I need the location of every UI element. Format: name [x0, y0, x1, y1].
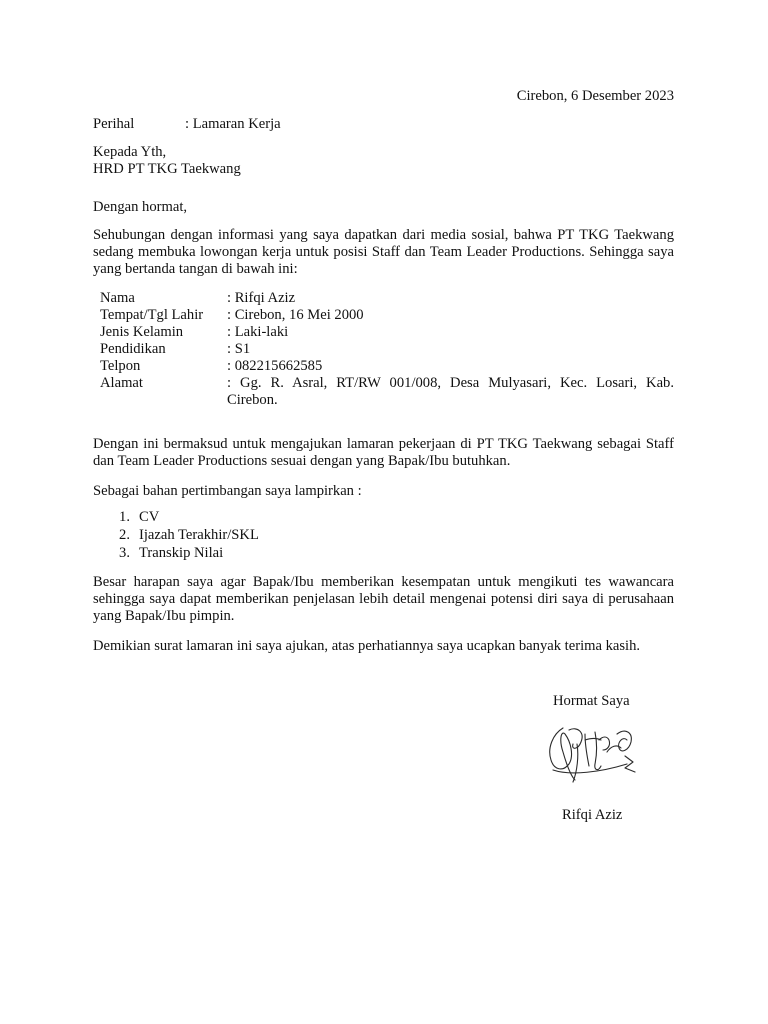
detail-row: [100, 290, 674, 307]
recipient-block: [93, 144, 241, 178]
detail-row: [100, 324, 674, 341]
list-text: Ijazah Terakhir/SKL: [139, 527, 259, 543]
list-text: CV: [139, 509, 160, 525]
list-number: 2.: [119, 527, 130, 543]
list-number: 1.: [119, 509, 130, 525]
detail-row: [100, 307, 674, 324]
detail-value: : Rifqi Aziz: [227, 290, 296, 306]
detail-label: Pendidikan: [100, 341, 166, 357]
hope-paragraph: Besar harapan saya agar Bapak/Ibu memberikan kesempatan untuk mengikuti tes wawancara sehingga saya dapat memberikan penjelasan lebih detail mengenai potensi diri saya di perusahaan yang Bapak/Ibu pimpin.: [93, 574, 674, 624]
detail-value: : Laki-laki: [227, 324, 289, 340]
detail-label: Tempat/Tgl Lahir: [100, 307, 204, 323]
detail-label: Alamat: [100, 375, 143, 391]
closing-paragraph: Demikian surat lamaran ini saya ajukan, atas perhatiannya saya ucapkan banyak terima kasih.: [93, 638, 641, 654]
attachments-intro: Sebagai bahan pertimbangan saya lampirkan :: [93, 483, 362, 499]
intro-paragraph: Sehubungan dengan informasi yang saya dapatkan dari media sosial, bahwa PT TKG Taekwang sedang membuka lowongan kerja untuk posisi Staff dan Team Leader Productions. Sehingga saya yang bertanda tangan di bawah ini:: [93, 227, 674, 277]
detail-label: Nama: [100, 290, 135, 306]
detail-value: : Cirebon, 16 Mei 2000: [227, 307, 364, 323]
letter-page: [93, 0, 674, 1024]
purpose-paragraph: Dengan ini bermaksud untuk mengajukan lamaran pekerjaan di PT TKG Taekwang sebagai Staff dan Team Leader Productions sesuai dengan yang Bapak/Ibu butuhkan.: [93, 436, 674, 469]
detail-label: Telpon: [100, 358, 141, 374]
signature-image: [541, 710, 651, 805]
detail-row: [100, 341, 674, 358]
detail-value: : 082215662585: [227, 358, 323, 374]
list-text: Transkip Nilai: [139, 545, 224, 561]
detail-label: Jenis Kelamin: [100, 324, 184, 340]
subject-line: [93, 116, 281, 133]
greeting: Dengan hormat,: [93, 199, 188, 215]
list-item: [93, 509, 259, 527]
detail-row: [100, 358, 674, 375]
recipient-salutation: Kepada Yth,: [93, 144, 167, 160]
recipient-name: HRD PT TKG Taekwang: [93, 161, 241, 177]
detail-value: : S1: [227, 341, 251, 357]
attachments-list: [93, 509, 259, 563]
signer-name: Rifqi Aziz: [562, 807, 623, 823]
subject-label: Perihal: [93, 116, 135, 132]
closing-salutation: Hormat Saya: [553, 693, 630, 709]
list-item: [93, 545, 259, 563]
applicant-details: [100, 290, 674, 409]
subject-value: : Lamaran Kerja: [185, 116, 281, 132]
detail-row: [100, 375, 674, 409]
list-number: 3.: [119, 545, 130, 561]
list-item: [93, 527, 259, 545]
detail-value: : Gg. R. Asral, RT/RW 001/008, Desa Mulyasari, Kec. Losari, Kab. Cirebon.: [227, 375, 674, 408]
letter-date: Cirebon, 6 Desember 2023: [516, 88, 674, 104]
